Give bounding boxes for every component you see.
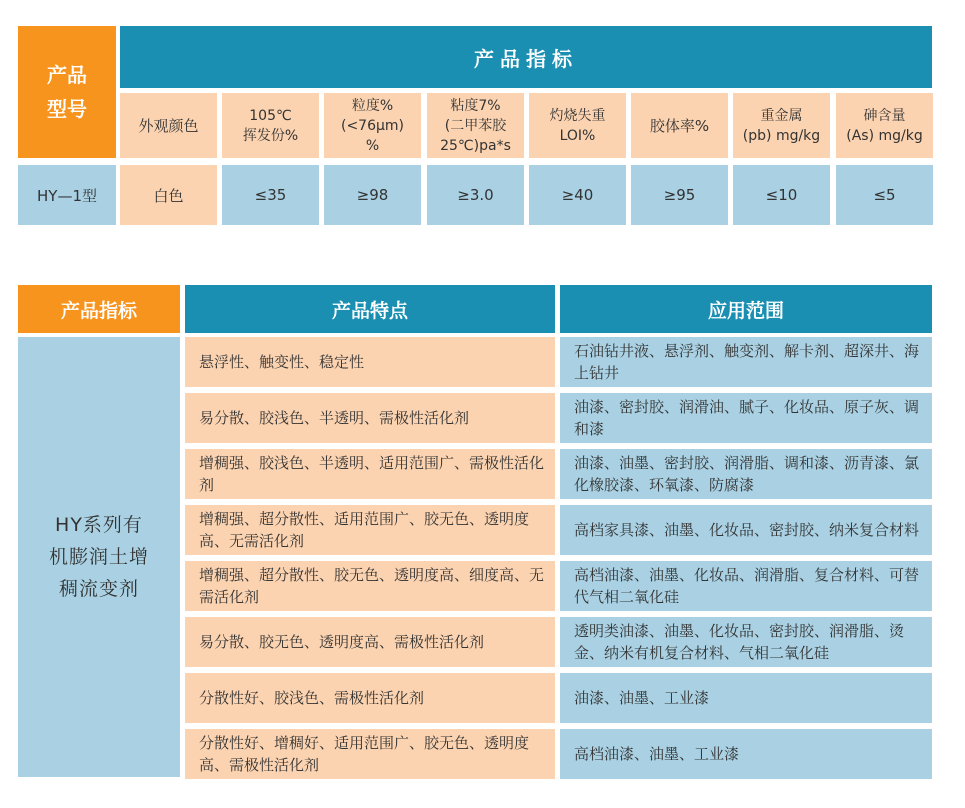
spec-column-header: 外观颜色 bbox=[120, 93, 217, 158]
spec-column-header: 灼烧失重 LOI% bbox=[529, 93, 626, 158]
application-cell: 油漆、油墨、工业漆 bbox=[560, 673, 932, 723]
application-cell: 高档油漆、油墨、工业漆 bbox=[560, 729, 932, 779]
application-cell: 油漆、密封胶、润滑油、腻子、化妆品、原子灰、调和漆 bbox=[560, 393, 932, 443]
feature-cell: 分散性好、胶浅色、需极性活化剂 bbox=[185, 673, 555, 723]
feature-cell: 悬浮性、触变性、稳定性 bbox=[185, 337, 555, 387]
spec-value-cell: 白色 bbox=[120, 165, 217, 225]
spec-column-header: 105℃ 挥发份% bbox=[222, 93, 319, 158]
spec-value-cell: ≤10 bbox=[733, 165, 830, 225]
application-cell: 透明类油漆、油墨、化妆品、密封胶、润滑脂、烫金、纳米有机复合材料、气相二氧化硅 bbox=[560, 617, 932, 667]
feature-cell: 易分散、胶浅色、半透明、需极性活化剂 bbox=[185, 393, 555, 443]
feature-index-header: 产品指标 bbox=[18, 285, 180, 333]
spec-value-cell: ≤5 bbox=[836, 165, 933, 225]
spec-column-header: 胶体率% bbox=[631, 93, 728, 158]
feature-cell: 增稠强、超分散性、胶无色、透明度高、细度高、无需活化剂 bbox=[185, 561, 555, 611]
spec-value-cell: ≤35 bbox=[222, 165, 319, 225]
application-cell: 石油钻井液、悬浮剂、触变剂、解卡剂、超深井、海上钻井 bbox=[560, 337, 932, 387]
feature-cell: 分散性好、增稠好、适用范围广、胶无色、透明度高、需极性活化剂 bbox=[185, 729, 555, 779]
feature-cell: 增稠强、超分散性、适用范围广、胶无色、透明度高、无需活化剂 bbox=[185, 505, 555, 555]
spec-column-header: 粒度% (<76μm) % bbox=[324, 93, 421, 158]
feature-cell: 易分散、胶无色、透明度高、需极性活化剂 bbox=[185, 617, 555, 667]
product-name-cell: HY系列有 机膨润土增 稠流变剂 bbox=[18, 337, 180, 777]
application-cell: 高档家具漆、油墨、化妆品、密封胶、纳米复合材料 bbox=[560, 505, 932, 555]
applications-header: 应用范围 bbox=[560, 285, 932, 333]
spec-column-header: 粘度7% (二甲苯胶 25℃)pa*s bbox=[427, 93, 524, 158]
spec-value-cell: ≥98 bbox=[324, 165, 421, 225]
application-cell: 油漆、油墨、密封胶、润滑脂、调和漆、沥青漆、氯化橡胶漆、环氧漆、防腐漆 bbox=[560, 449, 932, 499]
model-header: 产品 型号 bbox=[18, 26, 116, 158]
index-header: 产品指标 bbox=[120, 26, 932, 88]
spec-column-header: 砷含量 (As) mg/kg bbox=[836, 93, 933, 158]
features-header: 产品特点 bbox=[185, 285, 555, 333]
application-cell: 高档油漆、油墨、化妆品、润滑脂、复合材料、可替代气相二氧化硅 bbox=[560, 561, 932, 611]
spec-column-header: 重金属 (pb) mg/kg bbox=[733, 93, 830, 158]
spec-value-cell: ≥40 bbox=[529, 165, 626, 225]
model-cell: HY—1型 bbox=[18, 165, 116, 225]
spec-value-cell: ≥3.0 bbox=[427, 165, 524, 225]
spec-value-cell: ≥95 bbox=[631, 165, 728, 225]
feature-cell: 增稠强、胶浅色、半透明、适用范围广、需极性活化剂 bbox=[185, 449, 555, 499]
